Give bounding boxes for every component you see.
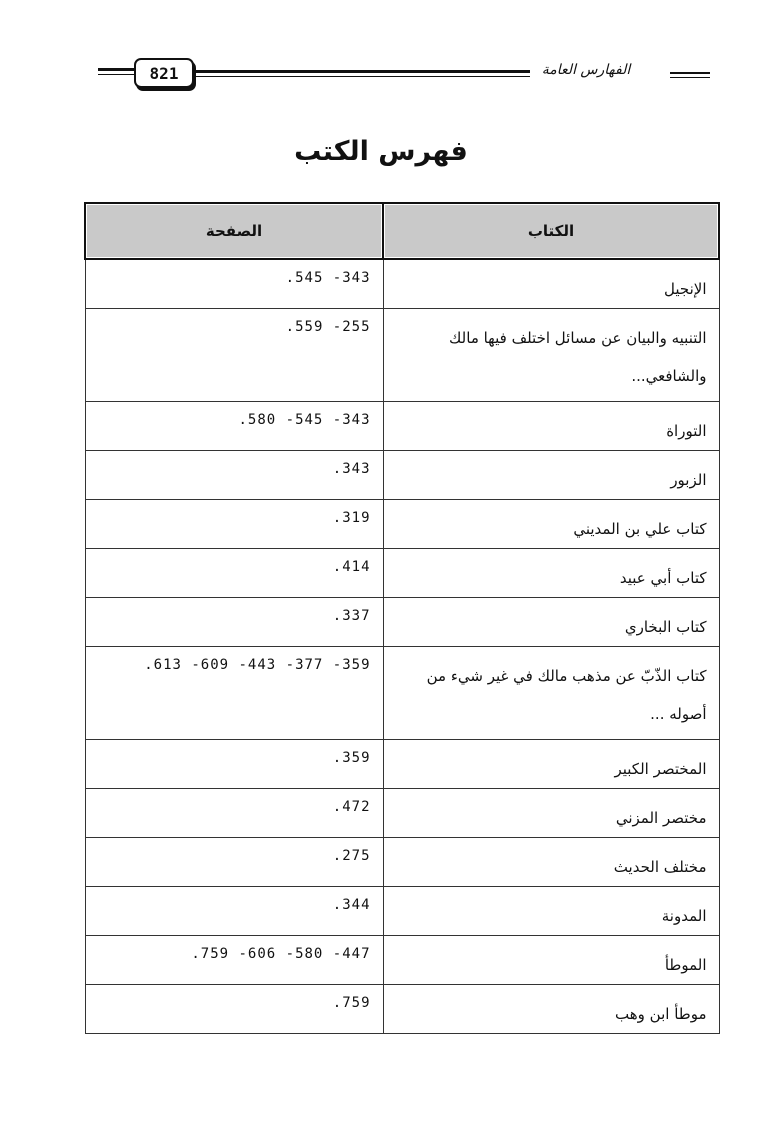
books-index-table	[84, 202, 720, 1034]
book-title: التوراة	[383, 402, 719, 451]
book-title: الإنجيل	[383, 259, 719, 309]
page-references: .759	[85, 985, 383, 1034]
book-title: كتاب علي بن المديني	[383, 500, 719, 549]
book-title: مختلف الحديث	[383, 838, 719, 887]
page-references: .275	[85, 838, 383, 887]
book-title: التنبيه والبيان عن مسائل اختلف فيها مالك والشافعي...	[383, 309, 719, 402]
header-rule-middle	[192, 70, 530, 73]
page-references: .545 -343	[85, 259, 383, 309]
book-title: المختصر الكبير	[383, 740, 719, 789]
header-rule-middle-thin	[192, 76, 530, 77]
page-references: .359	[85, 740, 383, 789]
table-header-row	[85, 203, 719, 259]
page-references: .472	[85, 789, 383, 838]
table-row	[85, 985, 719, 1034]
table-row	[85, 789, 719, 838]
table-row	[85, 887, 719, 936]
table-row	[85, 309, 719, 402]
table-row	[85, 740, 719, 789]
book-title: الموطأ	[383, 936, 719, 985]
page-number: 821	[134, 58, 194, 88]
book-title: مختصر المزني	[383, 789, 719, 838]
page-title: فهرس الكتب	[294, 136, 468, 167]
page-references: .344	[85, 887, 383, 936]
header-rule-left-thin	[98, 74, 134, 75]
page-references: .580 -545 -343	[85, 402, 383, 451]
book-title: كتاب الذّبّ عن مذهب مالك في غير شيء من أصوله ...	[383, 647, 719, 740]
page-references: .613 -609 -443 -377 -359	[85, 647, 383, 740]
book-title: الزبور	[383, 451, 719, 500]
table-row	[85, 500, 719, 549]
header-rule-right	[670, 72, 710, 74]
table-row	[85, 838, 719, 887]
index-table	[84, 202, 720, 1034]
page-references: .559 -255	[85, 309, 383, 402]
table-row	[85, 936, 719, 985]
table-row	[85, 402, 719, 451]
page-references: .759 -606 -580 -447	[85, 936, 383, 985]
table-row	[85, 598, 719, 647]
table-row	[85, 451, 719, 500]
table-row	[85, 549, 719, 598]
book-title: المدونة	[383, 887, 719, 936]
page-references: .414	[85, 549, 383, 598]
column-header-pages: الصفحة	[85, 203, 383, 259]
header-rule-left	[98, 68, 134, 71]
table-row	[85, 259, 719, 309]
book-title: موطأ ابن وهب	[383, 985, 719, 1034]
book-title: كتاب أبي عبيد	[383, 549, 719, 598]
column-header-book: الكتاب	[383, 203, 719, 259]
book-title: كتاب البخاري	[383, 598, 719, 647]
header-rule-right-thin	[670, 77, 710, 78]
running-header-title: الفهارس العامة	[541, 62, 631, 78]
page-references: .337	[85, 598, 383, 647]
page-references: .343	[85, 451, 383, 500]
table-row	[85, 647, 719, 740]
page-references: .319	[85, 500, 383, 549]
